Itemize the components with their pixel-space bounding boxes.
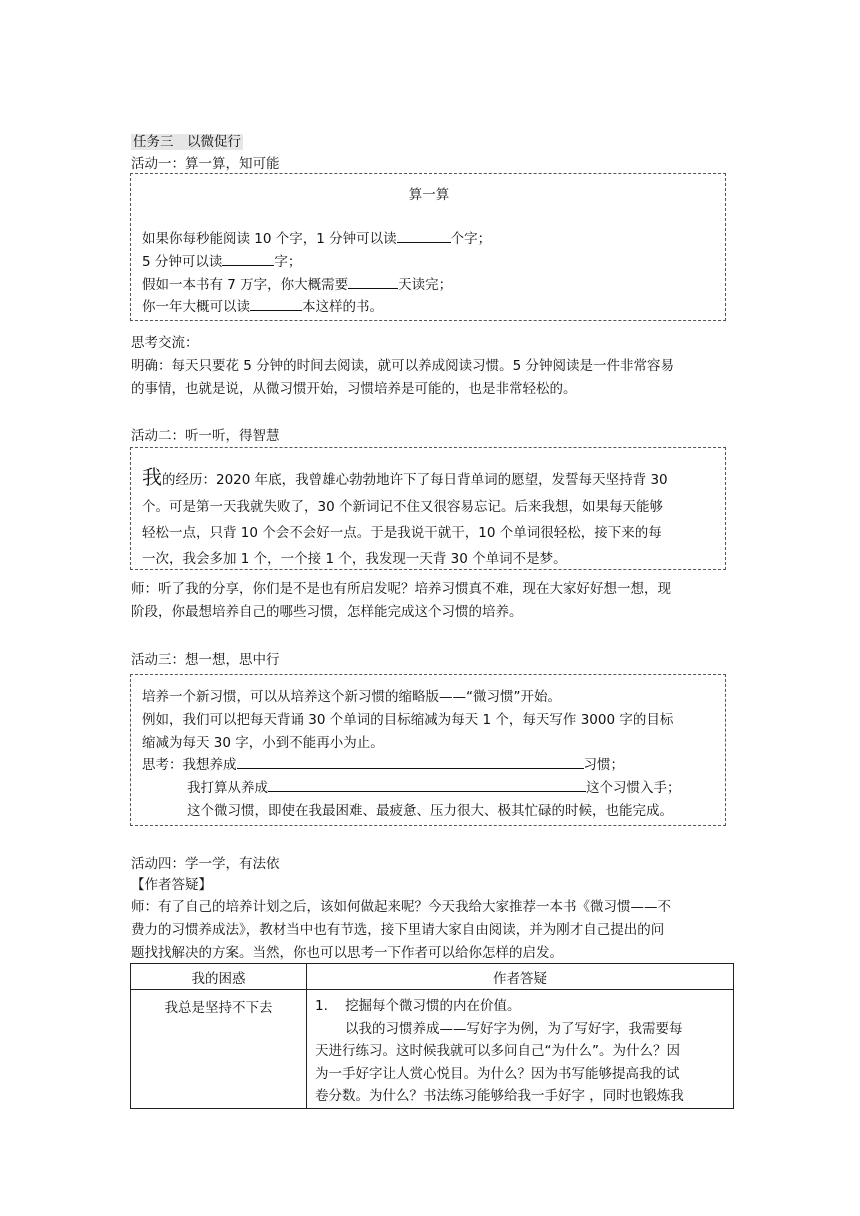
drop-cap: 我 [142, 465, 162, 489]
micro-habit-line: 培养一个新习惯，可以从培养这个新习惯的缩略版——“微习惯”开始。 [142, 689, 561, 705]
table-cell-confusion: 我总是坚持不下去 [131, 990, 307, 1109]
author-qa-subheading: 【作者答疑】 [131, 877, 212, 893]
micro-habit-box [130, 674, 726, 826]
answer-blank-2[interactable] [222, 251, 274, 266]
micro-habit-line: 缩减为每天 30 字，小到不能再小为止。 [142, 735, 384, 751]
plan-input-blank[interactable] [268, 777, 586, 792]
activity2-heading: 活动二：听一听，得智慧 [131, 428, 280, 444]
story-line: 我的经历：2020 年底，我曾雄心勃勃地许下了每日背单词的愿望，发誓每天坚持背 30 [142, 465, 668, 489]
table-header-cell: 我的困惑 [131, 964, 307, 990]
task-title: 任务三 以微促行 [133, 134, 241, 150]
answer-point: 1. 挖掘每个微习惯的内在价值。 [315, 998, 521, 1014]
activity3-heading: 活动三：想一想，思中行 [131, 652, 280, 668]
intro-line: 费力的习惯养成法》，教材当中也有节选，接下里请大家自由阅读，并为刚才自己提出的问 [131, 922, 665, 938]
story-line: 个。可是第一天我就失败了，30 个新词记不住又很容易忘记。后来我想，如果每天能够 [142, 499, 663, 515]
activity1-heading: 活动一：算一算，知可能 [131, 156, 280, 172]
teacher-comment-line: 师：听了我的分享，你们是不是也有所启发呢？培养习惯真不难，现在大家好好想一想，现 [131, 581, 671, 597]
story-box [130, 447, 726, 570]
story-line: 一次，我会多加 1 个，一个接 1 个，我发现一天背 30 个单词不是梦。 [142, 551, 567, 567]
calc-box-title: 算一算 [408, 187, 450, 203]
think-line: 思考：我想养成 习惯； [142, 753, 624, 773]
calc-question-3: 假如一本书有 7 万字，你大概需要 天读完； [142, 273, 452, 293]
micro-habit-line: 例如，我们可以把每天背诵 30 个单词的目标缩减为每天 1 个，每天写作 3000 字的目标 [142, 712, 674, 728]
teacher-comment-line: 阶段，你最想培养自己的哪些习惯，怎样能完成这个习惯的培养。 [131, 604, 523, 620]
plan-line: 我打算从养成 这个习惯入手； [187, 776, 681, 796]
activity4-heading: 活动四：学一学，有法依 [131, 856, 280, 872]
reflection-answer-line: 的事情，也就是说，从微习惯开始，习惯培养是可能的，也是非常轻松的。 [131, 381, 577, 397]
answer-blank-4[interactable] [250, 296, 302, 311]
answer-text-line: 为一手好字让人赏心悦目。为什么？因为书写能够提高我的试 [315, 1065, 680, 1082]
table-cell-answer [307, 990, 734, 1109]
reflection-label: 思考交流： [131, 335, 199, 351]
answer-blank-3[interactable] [348, 274, 398, 289]
answer-text-line: 天进行练习。这时候我就可以多问自己“为什么”。为什么？因 [315, 1043, 680, 1059]
story-line: 轻松一点，只背 10 个会不会好一点。于是我说干就干，10 个单词很轻松，接下来的每 [142, 525, 662, 541]
answer-text-line: 卷分数。为什么？书法练习能够给我一手好字 ，同时也锻炼我 [315, 1088, 684, 1104]
calc-question-1: 如果你每秒能阅读 10 个字，1 分钟可以读 个字； [142, 227, 491, 247]
answer-blank-1[interactable] [397, 228, 451, 243]
intro-line: 师：有了自己的培养计划之后，该如何做起来呢？今天我给大家推荐一本书《微习惯——不 [131, 899, 671, 915]
calc-box [130, 173, 726, 321]
qa-table [130, 963, 734, 1109]
reflection-answer-line: 明确：每天只要花 5 分钟的时间去阅读，就可以养成阅读习惯。5 分钟阅读是一件非常容易 [131, 358, 675, 374]
intro-line: 题找找解决的方案。当然，你也可以思考一下作者可以给你怎样的启发。 [131, 945, 563, 961]
calc-question-2: 5 分钟可以读 字； [142, 250, 301, 270]
habit-input-blank[interactable] [237, 754, 584, 769]
calc-question-4: 你一年大概可以读 本这样的书。 [142, 295, 383, 315]
micro-habit-line: 这个微习惯，即使在我最困难、最疲惫、压力很大、极其忙碌的时候，也能完成。 [187, 803, 673, 819]
table-header-cell: 作者答疑 [307, 964, 734, 990]
answer-text-line: 以我的习惯养成——写好字为例，为了写好字，我需要每 [345, 1020, 683, 1037]
